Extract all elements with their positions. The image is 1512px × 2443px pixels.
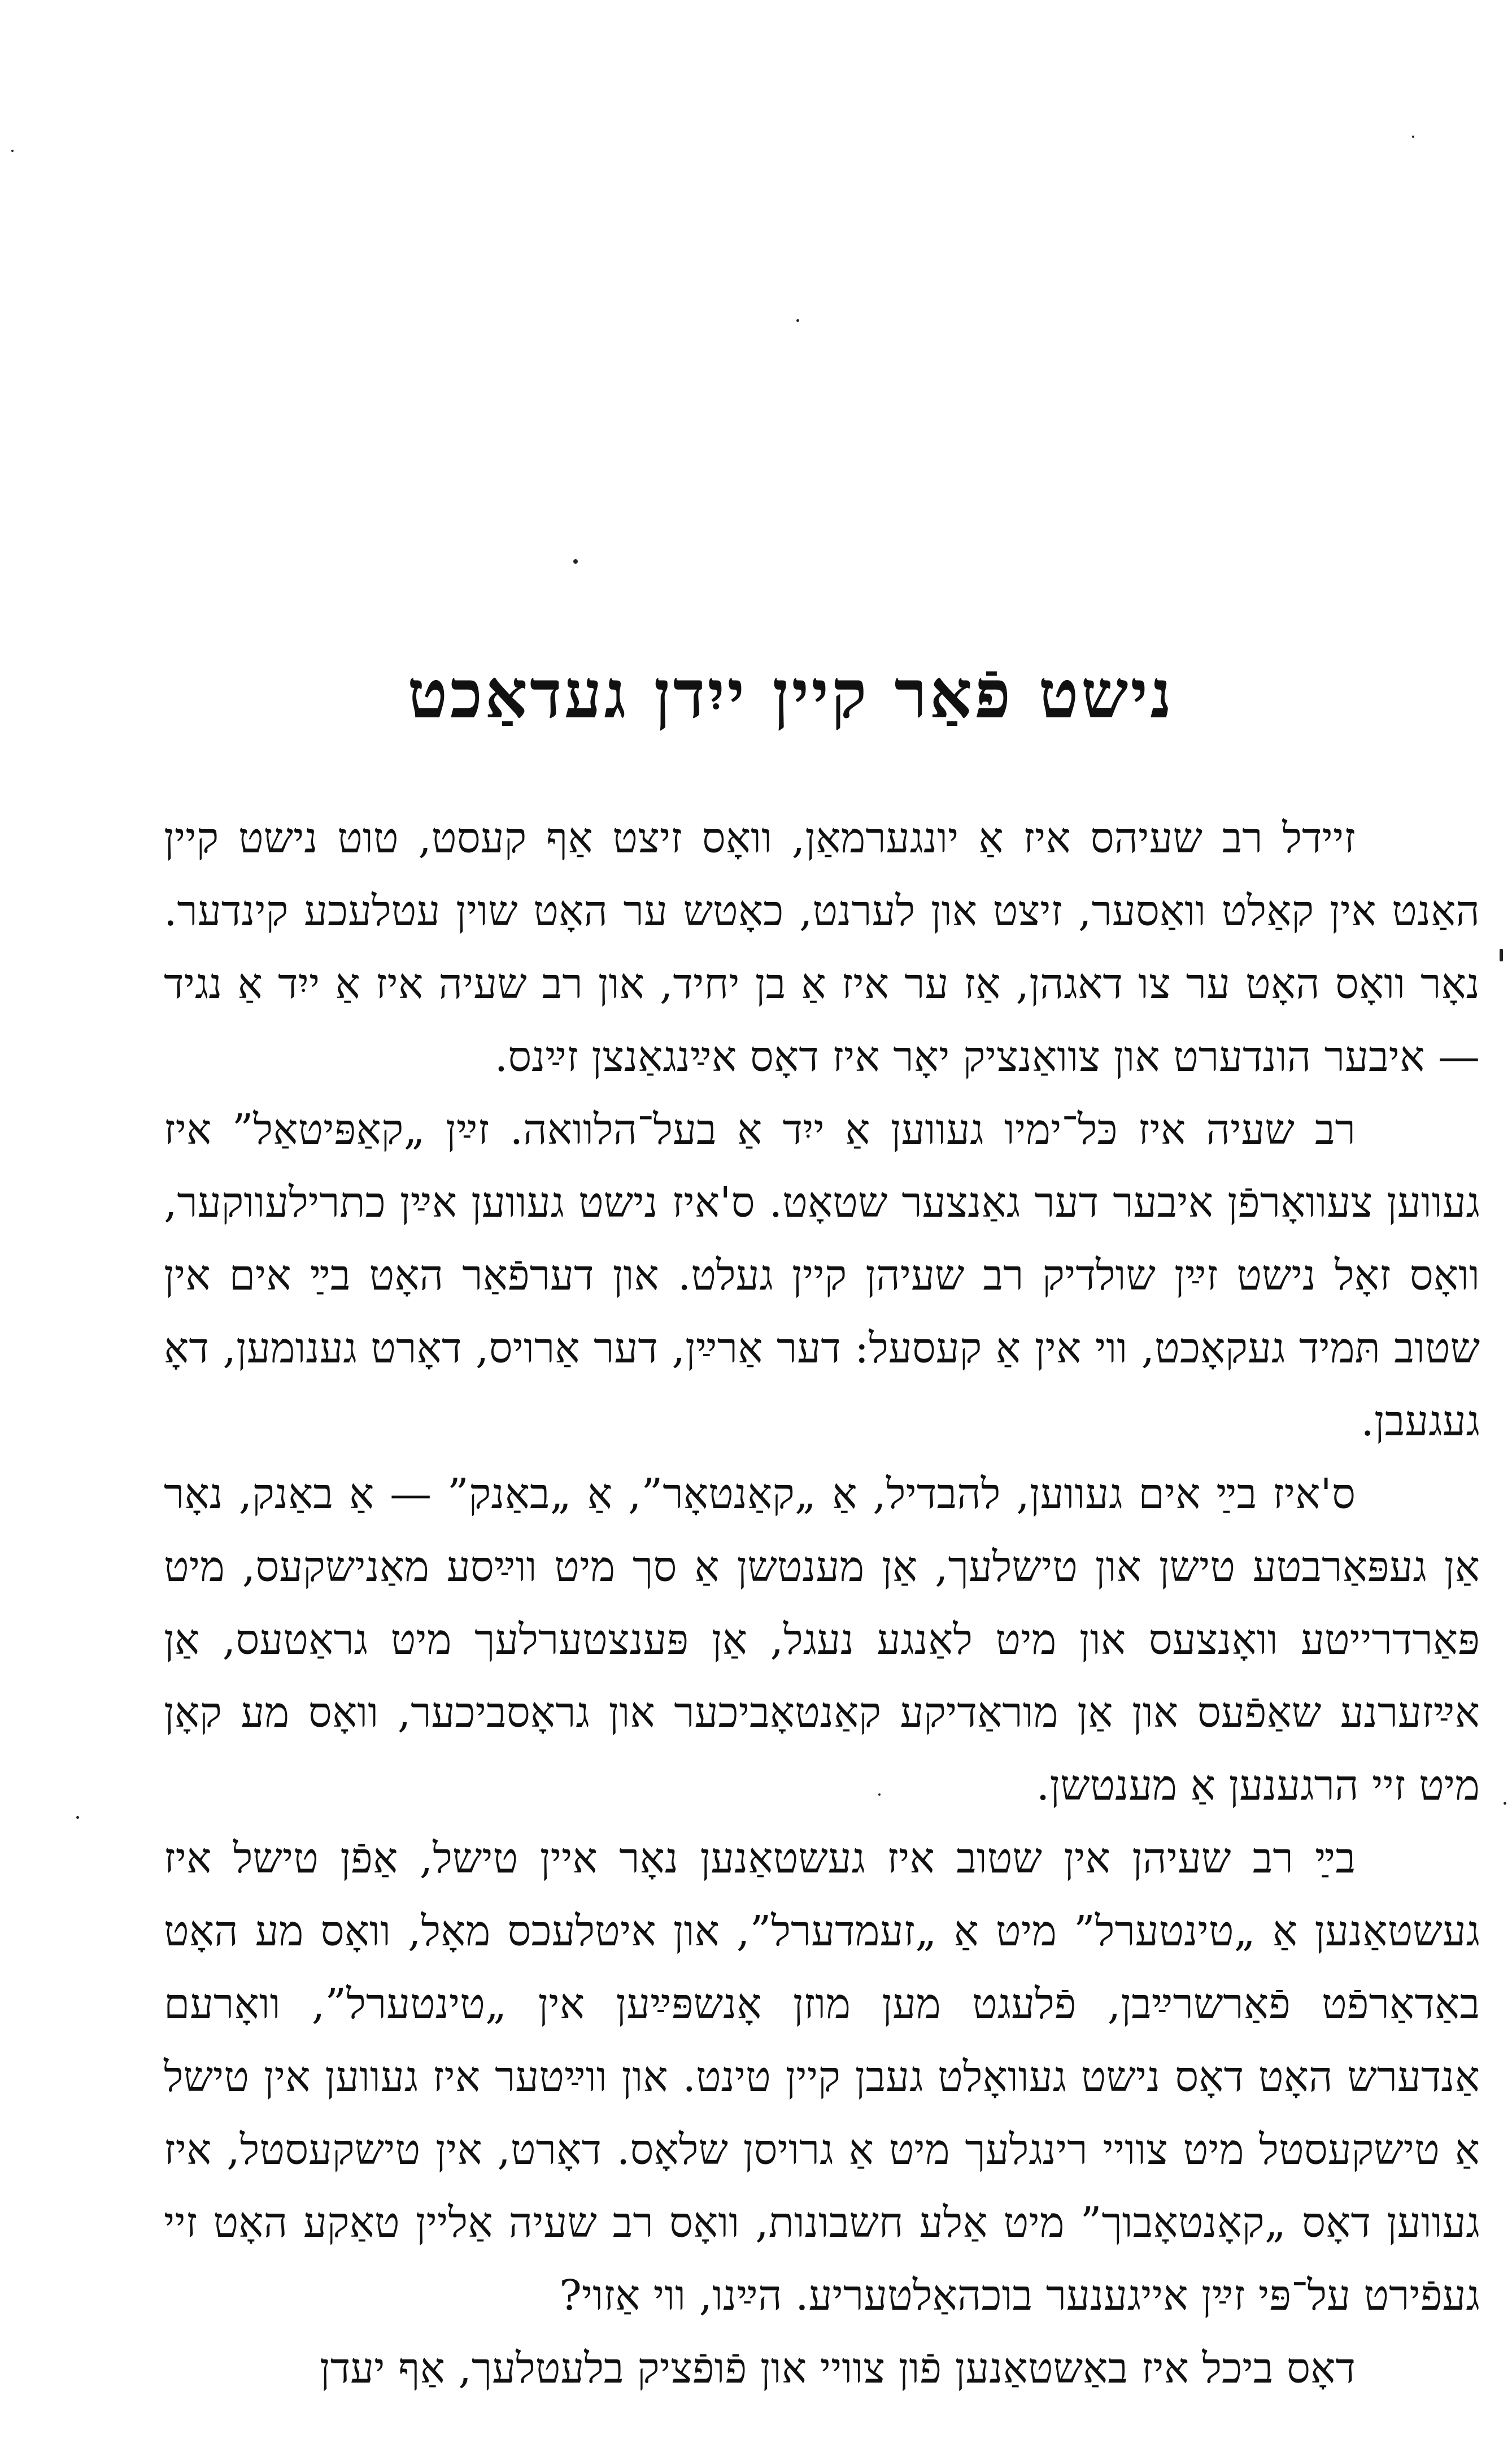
- scan-speck: [1500, 949, 1503, 961]
- chapter-title: נישט פֿאַר קיין ייִדן געדאַכט: [407, 655, 1174, 734]
- paragraph: דאָס ביכל איז באַשטאַנען פֿון צוויי און פֿופֿציק בלעטלעך, אַף יעדן: [319, 2344, 1356, 2393]
- scan-speck: [573, 559, 578, 564]
- body-text: [164, 802, 1480, 2405]
- scan-speck: [76, 1816, 79, 1819]
- scan-speck: [1504, 1802, 1506, 1805]
- scan-speck: [11, 150, 14, 152]
- paragraph: רב שעיה איז כּל־ימיו געווען אַ ייִד אַ בעל־הלוואה. זײַן „קאַפּיטאַל” איז געווען צעוואָרפֿן איבער דער גאַנצער שטאָט. ס'איז נישט געווען אײַן כתרילעווקער, וואָס זאָל נישט זײַן שולדיק רב שעיהן קיין געלט. און דערפֿאַר האָט בײַ אים אין שטוב תּמיד געקאָכט, ווי אין אַ קעסעל: דער אַרײַן, דער אַרויס, דאָרט גענומען, דאָ געגעבן.: [164, 1105, 1480, 1445]
- scan-speck: [796, 319, 799, 322]
- paragraph: בײַ רב שעיהן אין שטוב איז געשטאַנען נאָר איין טישל, אַפֿן טישל איז געשטאַנען אַ „טינטערל” מיט אַ „זעמדערל”, און איטלעכס מאָל, וואָס מע האָט באַדאַרפֿט פֿאַרשרײַבן, פֿלעגט מען מוזן אָנשפּײַען אין „טינטערל”, וואָרעם אַנדערש האָט דאָס נישט געוואָלט געבן קיין טינט. און ווײַטער איז געווען אין טישל אַ טישקעסטל מיט צוויי רינגלעך מיט אַ גרויסן שלאָס. דאָרט, אין טישקעסטל, איז געווען דאָס „קאָנטאָבוך” מיט אַלע חשבונות, וואָס רב שעיה אַליין טאַקע האָט זיי געפֿירט על־פּי זײַן אייגענער בוכהאַלטעריע. הײַנו, ווי אַזוי?: [164, 1834, 1480, 2320]
- paragraph: ס'איז בײַ אים געווען, להבדיל, אַ „קאַנטאָר”, אַ „באַנק” — אַ באַנק, נאָר אַן געפּאַרבטע טישן און טישלעך, אַן מענטשן אַ סך מיט ווײַסע מאַנישקעס, מיט פּאַרדרייטע וואָנצעס און מיט לאַנגע נעגל, אַן פּענצטערלעך מיט גראַטעס, אַן אײַזערנע שאַפֿעס און אַן מוראַדיקע קאַנטאָביכער און גראָסביכער, וואָס מע קאָן מיט זיי הרגענען אַ מענטשן.: [164, 1470, 1480, 1810]
- scan-speck: [1412, 136, 1414, 138]
- paragraph: זיידל רב שעיהס איז אַ יונגערמאַן, וואָס זיצט אַף קעסט, טוט נישט קיין האַנט אין קאַלט וואַסער, זיצט און לערנט, כאָטש ער האָט שוין עטלעכע קינדער. נאָר וואָס האָט ער צו דאגהן, אַז ער איז אַ בן יחיד, און רב שעיה איז אַ ייִד אַ נגיד — איבער הונדערט און צוואַנציק יאָר איז דאָס אײַנגאַנצן זײַנס.: [164, 814, 1480, 1081]
